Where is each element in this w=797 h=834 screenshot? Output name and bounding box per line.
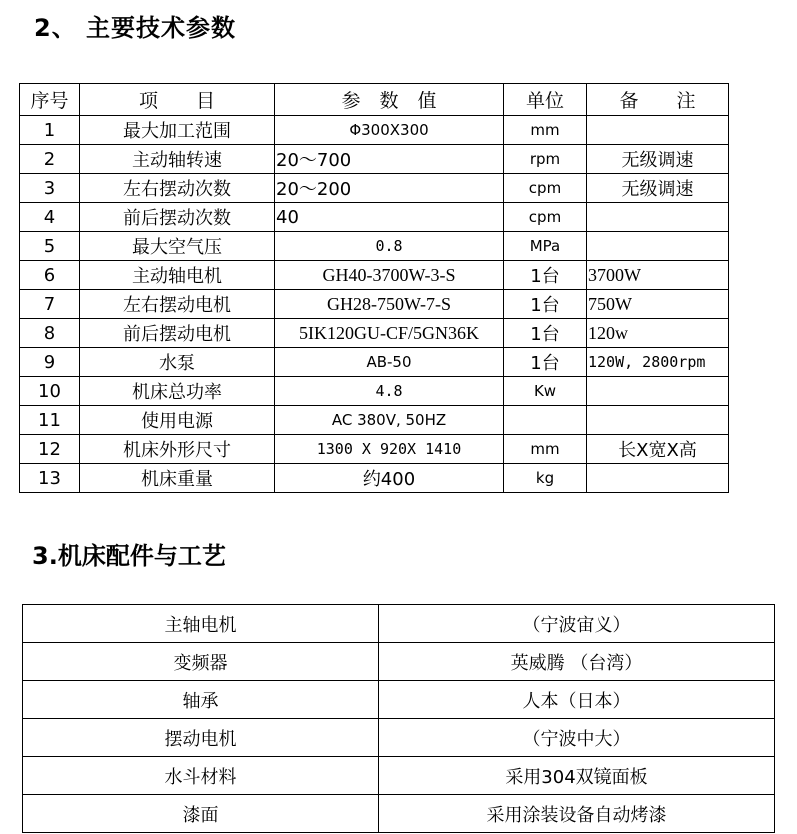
row-unit	[504, 406, 587, 435]
row-no: 2	[20, 145, 80, 174]
row-unit: 1台	[504, 348, 587, 377]
row-unit: 1台	[504, 261, 587, 290]
row-item: 左右摆动次数	[80, 174, 275, 203]
table-row	[23, 605, 775, 643]
table-row	[20, 261, 729, 290]
part-spec: 人本（日本）	[379, 681, 775, 719]
row-item: 水泵	[80, 348, 275, 377]
row-no: 1	[20, 116, 80, 145]
row-item: 使用电源	[80, 406, 275, 435]
part-name: 水斗材料	[23, 757, 379, 795]
part-name: 漆面	[23, 795, 379, 833]
row-unit: rpm	[504, 145, 587, 174]
header-item: 项 目	[80, 84, 275, 116]
row-value: 4.8	[275, 377, 504, 406]
part-spec: 采用涂装设备自动烤漆	[379, 795, 775, 833]
table-row	[20, 464, 729, 493]
row-item: 前后摆动电机	[80, 319, 275, 348]
row-unit: Kw	[504, 377, 587, 406]
row-no: 8	[20, 319, 80, 348]
row-no: 9	[20, 348, 80, 377]
row-unit: mm	[504, 116, 587, 145]
spec-table-header	[20, 84, 729, 116]
row-value: 20～700	[275, 145, 504, 174]
table-row	[20, 290, 729, 319]
table-row	[20, 348, 729, 377]
part-spec: 采用304双镜面板	[379, 757, 775, 795]
header-unit: 单位	[504, 84, 587, 116]
row-no: 6	[20, 261, 80, 290]
table-row	[20, 145, 729, 174]
row-item: 机床总功率	[80, 377, 275, 406]
section-2-title: 2、 主要技术参数	[34, 14, 237, 42]
row-no: 5	[20, 232, 80, 261]
row-value: 0.8	[275, 232, 504, 261]
row-unit: MPa	[504, 232, 587, 261]
row-unit: kg	[504, 464, 587, 493]
table-row	[20, 174, 729, 203]
part-spec: 英威腾 （台湾）	[379, 643, 775, 681]
part-name: 摆动电机	[23, 719, 379, 757]
part-spec: （宁波宙义）	[379, 605, 775, 643]
table-row	[23, 795, 775, 833]
part-name: 变频器	[23, 643, 379, 681]
table-row	[20, 406, 729, 435]
table-row	[23, 681, 775, 719]
row-item: 主动轴转速	[80, 145, 275, 174]
row-note: 长X宽X高	[587, 435, 729, 464]
row-item: 最大加工范围	[80, 116, 275, 145]
row-unit: mm	[504, 435, 587, 464]
table-row	[23, 643, 775, 681]
row-note: 120w	[587, 319, 729, 348]
row-value: 40	[275, 203, 504, 232]
row-value: Φ300X300	[275, 116, 504, 145]
row-unit: cpm	[504, 174, 587, 203]
row-note	[587, 464, 729, 493]
table-row	[20, 319, 729, 348]
row-value: GH28-750W-7-S	[275, 290, 504, 319]
row-value: AB-50	[275, 348, 504, 377]
row-no: 7	[20, 290, 80, 319]
spec-table	[19, 83, 729, 493]
section-3-title: 3.机床配件与工艺	[32, 542, 226, 570]
row-value: AC 380V, 50HZ	[275, 406, 504, 435]
row-unit: 1台	[504, 319, 587, 348]
row-value: 1300 X 920X 1410	[275, 435, 504, 464]
row-note	[587, 203, 729, 232]
parts-table	[22, 604, 775, 833]
row-note: 750W	[587, 290, 729, 319]
row-note	[587, 377, 729, 406]
row-value: 20～200	[275, 174, 504, 203]
row-note: 无级调速	[587, 145, 729, 174]
row-no: 4	[20, 203, 80, 232]
row-note	[587, 116, 729, 145]
row-unit: cpm	[504, 203, 587, 232]
table-row	[23, 757, 775, 795]
row-no: 13	[20, 464, 80, 493]
row-value: 5IK120GU-CF/5GN36K	[275, 319, 504, 348]
header-note: 备 注	[587, 84, 729, 116]
row-item: 机床重量	[80, 464, 275, 493]
row-note	[587, 406, 729, 435]
row-value: GH40-3700W-3-S	[275, 261, 504, 290]
table-row	[20, 435, 729, 464]
row-no: 12	[20, 435, 80, 464]
row-unit: 1台	[504, 290, 587, 319]
row-no: 3	[20, 174, 80, 203]
row-item: 左右摆动电机	[80, 290, 275, 319]
part-spec: （宁波中大）	[379, 719, 775, 757]
row-note: 120W, 2800rpm	[587, 348, 729, 377]
table-row	[23, 719, 775, 757]
row-note	[587, 232, 729, 261]
row-item: 机床外形尺寸	[80, 435, 275, 464]
row-note: 3700W	[587, 261, 729, 290]
table-row	[20, 232, 729, 261]
row-item: 最大空气压	[80, 232, 275, 261]
row-no: 10	[20, 377, 80, 406]
row-note: 无级调速	[587, 174, 729, 203]
row-no: 11	[20, 406, 80, 435]
row-value: 约400	[275, 464, 504, 493]
table-row	[20, 377, 729, 406]
header-value: 参 数 值	[275, 84, 504, 116]
part-name: 轴承	[23, 681, 379, 719]
row-item: 主动轴电机	[80, 261, 275, 290]
part-name: 主轴电机	[23, 605, 379, 643]
row-item: 前后摆动次数	[80, 203, 275, 232]
table-row	[20, 116, 729, 145]
table-row	[20, 203, 729, 232]
header-no: 序号	[20, 84, 80, 116]
